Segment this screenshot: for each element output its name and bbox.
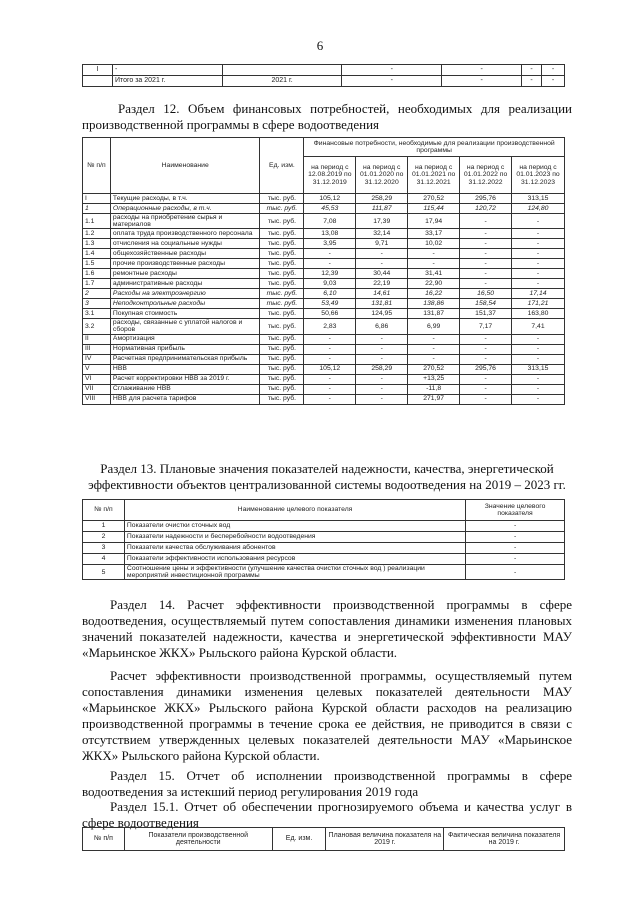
row-number: VII <box>83 384 111 394</box>
section-15-title: Раздел 15. Отчет об исполнении производственной программы в сфере водоотведения за истекший период регулирования 2019 года <box>82 768 572 799</box>
value-cell: 271,97 <box>408 394 460 404</box>
value-cell: - <box>466 521 565 532</box>
col-group-header: Финансовые потребности, необходимые для реализации производственной программы <box>304 138 565 157</box>
table-cell: - <box>342 76 442 87</box>
value-cell: 105,12 <box>304 194 356 204</box>
value-cell: 33,17 <box>408 229 460 239</box>
row-number: 1.1 <box>83 214 111 229</box>
value-cell: - <box>460 269 512 279</box>
col-plan-header: Плановая величина показателя на 2019 г. <box>326 828 444 851</box>
table-row <box>83 521 565 532</box>
value-cell: 16,22 <box>408 289 460 299</box>
value-cell: - <box>460 394 512 404</box>
col-unit-header: Ед. изм. <box>260 138 304 194</box>
value-cell: - <box>460 334 512 344</box>
table-row <box>83 565 565 580</box>
row-name: Текущие расходы, в т.ч. <box>110 194 260 204</box>
row-name: Расчет корректировки НВВ за 2019 г. <box>110 374 260 384</box>
value-cell: - <box>460 259 512 269</box>
row-unit: тыс. руб. <box>260 354 304 364</box>
value-cell: - <box>304 394 356 404</box>
row-number: III <box>83 344 111 354</box>
value-cell: - <box>356 344 408 354</box>
value-cell: 138,86 <box>408 299 460 309</box>
table-cell: - <box>522 65 542 76</box>
value-cell: +13,25 <box>408 374 460 384</box>
table-cell: Итого за 2021 г. <box>112 76 222 87</box>
period-header: на период с 01.01.2021 по 31.12.2021 <box>408 157 460 194</box>
table-cell: - <box>112 65 222 76</box>
table-row <box>83 384 565 394</box>
row-name: Покупная стоимость <box>110 309 260 319</box>
value-cell: 53,49 <box>304 299 356 309</box>
page-number: 6 <box>316 38 324 53</box>
row-unit: тыс. руб. <box>260 394 304 404</box>
value-cell: - <box>512 259 565 269</box>
value-cell: - <box>512 249 565 259</box>
row-name: общехозяйственные расходы <box>110 249 260 259</box>
value-cell: 32,14 <box>356 229 408 239</box>
table-row <box>83 319 565 334</box>
table-row <box>83 279 565 289</box>
value-cell: - <box>356 384 408 394</box>
row-unit: тыс. руб. <box>260 194 304 204</box>
row-name: Показатели эффективности использования ресурсов <box>124 554 465 565</box>
row-unit: тыс. руб. <box>260 249 304 259</box>
value-cell: - <box>466 532 565 543</box>
table-cell: - <box>342 65 442 76</box>
row-unit: тыс. руб. <box>260 229 304 239</box>
table-cell <box>83 76 113 87</box>
table-row <box>83 204 565 214</box>
row-unit: тыс. руб. <box>260 374 304 384</box>
value-cell: - <box>466 565 565 580</box>
row-name: Расчетная предпринимательская прибыль <box>110 354 260 364</box>
table-cell: - <box>522 76 542 87</box>
row-name: Показатели надежности и бесперебойности водоотведения <box>124 532 465 543</box>
section-15-1-title: Раздел 15.1. Отчет об обеспечении прогнозируемого объема и качества услуг в сфере водоотведения <box>82 799 572 830</box>
row-name: Операционные расходы, в т.ч. <box>110 204 260 214</box>
value-cell: 3,95 <box>304 239 356 249</box>
row-number: 4 <box>83 554 125 565</box>
value-cell: 30,44 <box>356 269 408 279</box>
value-cell: 17,39 <box>356 214 408 229</box>
value-cell: - <box>304 249 356 259</box>
value-cell: 295,76 <box>460 194 512 204</box>
row-name: расходы на приобретение сырья и материалов <box>110 214 260 229</box>
value-cell: 313,15 <box>512 194 565 204</box>
row-unit: тыс. руб. <box>260 364 304 374</box>
value-cell: - <box>460 344 512 354</box>
value-cell: - <box>460 249 512 259</box>
value-cell: 14,61 <box>356 289 408 299</box>
row-number: 3 <box>83 299 111 309</box>
table-cell: I <box>83 65 113 76</box>
value-cell: 45,53 <box>304 204 356 214</box>
value-cell: - <box>460 214 512 229</box>
value-cell: 131,87 <box>408 309 460 319</box>
row-number: 1.2 <box>83 229 111 239</box>
row-unit: тыс. руб. <box>260 279 304 289</box>
value-cell: 9,71 <box>356 239 408 249</box>
row-number: II <box>83 334 111 344</box>
value-cell: - <box>460 239 512 249</box>
col-name-header: Наименование целевого показателя <box>124 500 465 521</box>
row-number: 1.6 <box>83 269 111 279</box>
table-cell: - <box>442 76 522 87</box>
row-number: IV <box>83 354 111 364</box>
value-cell: - <box>408 334 460 344</box>
row-name: Соотношение цены и эффективности (улучшение качества очистки сточных вод ) реализации мероприятий инвестиционной программы <box>124 565 465 580</box>
value-cell: - <box>460 229 512 239</box>
section-14-paragraph: Расчет эффективности производственной программы, осуществляемый путем сопоставления динамики изменения целевых показателей деятельности МАУ «Марьинское ЖКХ» Рыльского района Курской области расходов на реализацию производственной программы в течение срока ее действия, не приводится в связи с отсутствием утвержденных целевых показателей деятельности МАУ «Марьинское ЖКХ» Рыльского района Курской области. <box>82 668 572 763</box>
row-name: отчисления на социальные нужды <box>110 239 260 249</box>
value-cell: 17,94 <box>408 214 460 229</box>
row-unit: тыс. руб. <box>260 344 304 354</box>
value-cell: 270,52 <box>408 364 460 374</box>
table-row <box>83 354 565 364</box>
table-row <box>83 289 565 299</box>
value-cell: 158,54 <box>460 299 512 309</box>
row-name: Неподконтрольные расходы <box>110 299 260 309</box>
row-number: 2 <box>83 532 125 543</box>
target-indicators-table <box>82 499 565 580</box>
row-number: 3.1 <box>83 309 111 319</box>
value-cell: - <box>356 259 408 269</box>
value-cell: - <box>460 279 512 289</box>
col-num-header: № п/п <box>83 500 125 521</box>
row-number: 2 <box>83 289 111 299</box>
continued-table <box>82 64 565 87</box>
value-cell: 171,21 <box>512 299 565 309</box>
value-cell: 6,86 <box>356 319 408 334</box>
value-cell: - <box>356 334 408 344</box>
value-cell: - <box>512 374 565 384</box>
value-cell: 6,10 <box>304 289 356 299</box>
value-cell: - <box>356 354 408 364</box>
value-cell: 31,41 <box>408 269 460 279</box>
row-unit: тыс. руб. <box>260 259 304 269</box>
forecast-volume-table <box>82 827 565 851</box>
row-unit: тыс. руб. <box>260 384 304 394</box>
value-cell: -11,8 <box>408 384 460 394</box>
value-cell: 13,08 <box>304 229 356 239</box>
row-number: 1.3 <box>83 239 111 249</box>
period-header: на период с 01.01.2020 по 31.12.2020 <box>356 157 408 194</box>
value-cell: 295,76 <box>460 364 512 374</box>
value-cell: - <box>408 249 460 259</box>
row-name: ремонтные расходы <box>110 269 260 279</box>
value-cell: - <box>304 344 356 354</box>
value-cell: - <box>356 374 408 384</box>
row-number: 3.2 <box>83 319 111 334</box>
table-row <box>83 269 565 279</box>
col-unit-header: Ед. изм. <box>272 828 326 851</box>
row-number: VIII <box>83 394 111 404</box>
row-number: VI <box>83 374 111 384</box>
table-row <box>83 309 565 319</box>
value-cell: 16,50 <box>460 289 512 299</box>
value-cell: 12,39 <box>304 269 356 279</box>
table-row <box>83 76 565 87</box>
value-cell: 163,80 <box>512 309 565 319</box>
table-cell <box>222 65 342 76</box>
value-cell: 9,03 <box>304 279 356 289</box>
row-number: 1 <box>83 204 111 214</box>
table-row <box>83 239 565 249</box>
financial-needs-table <box>82 137 565 405</box>
value-cell: 124,80 <box>512 204 565 214</box>
value-cell: - <box>466 543 565 554</box>
value-cell: - <box>512 239 565 249</box>
value-cell: 7,41 <box>512 319 565 334</box>
value-cell: - <box>356 394 408 404</box>
value-cell: 50,66 <box>304 309 356 319</box>
value-cell: - <box>512 394 565 404</box>
value-cell: 313,15 <box>512 364 565 374</box>
row-name: Показатели очистки сточных вод <box>124 521 465 532</box>
row-name: НВВ <box>110 364 260 374</box>
value-cell: - <box>512 344 565 354</box>
table-row <box>83 543 565 554</box>
value-cell: - <box>512 214 565 229</box>
table-row <box>83 532 565 543</box>
value-cell: - <box>460 374 512 384</box>
value-cell: - <box>304 354 356 364</box>
section-13-title: Раздел 13. Плановые значения показателей надежности, качества, энергетической эффективности объектов централизованной системы водоотведения на 2019 – 2023 гг. <box>88 461 566 492</box>
row-number: 1.5 <box>83 259 111 269</box>
table-row <box>83 65 565 76</box>
value-cell: 111,87 <box>356 204 408 214</box>
row-number: V <box>83 364 111 374</box>
value-cell: 17,14 <box>512 289 565 299</box>
row-name: Амортизация <box>110 334 260 344</box>
period-header: на период с 01.01.2022 по 31.12.2022 <box>460 157 512 194</box>
value-cell: 270,52 <box>408 194 460 204</box>
row-number: 1.4 <box>83 249 111 259</box>
value-cell: 7,08 <box>304 214 356 229</box>
row-name: административные расходы <box>110 279 260 289</box>
value-cell: - <box>408 259 460 269</box>
table-row <box>83 214 565 229</box>
row-unit: тыс. руб. <box>260 319 304 334</box>
value-cell: 22,19 <box>356 279 408 289</box>
period-header: на период с 12.08.2019 по 31.12.2019 <box>304 157 356 194</box>
table-row <box>83 394 565 404</box>
table-row <box>83 334 565 344</box>
row-name: Расходы на электроэнергию <box>110 289 260 299</box>
table-row <box>83 299 565 309</box>
row-unit: тыс. руб. <box>260 239 304 249</box>
value-cell: 105,12 <box>304 364 356 374</box>
value-cell: 258,29 <box>356 364 408 374</box>
row-unit: тыс. руб. <box>260 299 304 309</box>
col-value-header: Значение целевого показателя <box>466 500 565 521</box>
value-cell: - <box>304 334 356 344</box>
row-unit: тыс. руб. <box>260 289 304 299</box>
value-cell: - <box>466 554 565 565</box>
row-number: 1 <box>83 521 125 532</box>
table-row <box>83 249 565 259</box>
table-row <box>83 554 565 565</box>
row-name: Сглаживание НВВ <box>110 384 260 394</box>
value-cell: - <box>304 259 356 269</box>
value-cell: - <box>304 384 356 394</box>
row-name: расходы, связанные с уплатой налогов и сборов <box>110 319 260 334</box>
value-cell: 2,83 <box>304 319 356 334</box>
value-cell: 115,44 <box>408 204 460 214</box>
row-unit: тыс. руб. <box>260 204 304 214</box>
row-number: 5 <box>83 565 125 580</box>
row-name: Нормативная прибыль <box>110 344 260 354</box>
value-cell: - <box>512 269 565 279</box>
col-num-header: № п/п <box>83 138 111 194</box>
value-cell: - <box>512 279 565 289</box>
value-cell: - <box>408 354 460 364</box>
col-name-header: Показатели производственной деятельности <box>124 828 272 851</box>
row-name: оплата труда производственного персонала <box>110 229 260 239</box>
value-cell: - <box>512 354 565 364</box>
value-cell: - <box>304 374 356 384</box>
value-cell: 6,99 <box>408 319 460 334</box>
row-unit: тыс. руб. <box>260 214 304 229</box>
row-unit: тыс. руб. <box>260 269 304 279</box>
value-cell: - <box>512 229 565 239</box>
value-cell: 120,72 <box>460 204 512 214</box>
section-12-title: Раздел 12. Объем финансовых потребностей, необходимых для реализации производственной программы в сфере водоотведения <box>82 101 572 132</box>
row-number: I <box>83 194 111 204</box>
value-cell: - <box>356 249 408 259</box>
period-header: на период с 01.01.2023 по 31.12.2023 <box>512 157 565 194</box>
table-cell: - <box>542 65 565 76</box>
table-row <box>83 344 565 354</box>
row-number: 1.7 <box>83 279 111 289</box>
value-cell: 7,17 <box>460 319 512 334</box>
table-cell: - <box>442 65 522 76</box>
table-row <box>83 229 565 239</box>
value-cell: 22,90 <box>408 279 460 289</box>
value-cell: - <box>512 334 565 344</box>
row-number: 3 <box>83 543 125 554</box>
value-cell: 151,37 <box>460 309 512 319</box>
row-name: НВВ для расчета тарифов <box>110 394 260 404</box>
table-row <box>83 194 565 204</box>
value-cell: - <box>512 384 565 394</box>
table-row <box>83 364 565 374</box>
table-cell: 2021 г. <box>222 76 342 87</box>
row-unit: тыс. руб. <box>260 309 304 319</box>
value-cell: 10,02 <box>408 239 460 249</box>
value-cell: - <box>460 354 512 364</box>
col-fact-header: Фактическая величина показателя на 2019 г. <box>444 828 565 851</box>
col-num-header: № п/п <box>83 828 125 851</box>
value-cell: - <box>408 344 460 354</box>
section-14-title: Раздел 14. Расчет эффективности производственной программы в сфере водоотведения, осуществляемый путем сопоставления динамики изменения плановых значений показателей надежности, качества и энергетической эффективности МАУ «Марьинское ЖКХ» Рыльского района Курской области. <box>82 597 572 660</box>
row-name: Показатели качества обслуживания абонентов <box>124 543 465 554</box>
col-name-header: Наименование <box>110 138 260 194</box>
value-cell: 258,29 <box>356 194 408 204</box>
row-unit: тыс. руб. <box>260 334 304 344</box>
table-cell: - <box>542 76 565 87</box>
table-row <box>83 374 565 384</box>
value-cell: 124,95 <box>356 309 408 319</box>
row-name: прочие производственные расходы <box>110 259 260 269</box>
value-cell: - <box>460 384 512 394</box>
value-cell: 131,81 <box>356 299 408 309</box>
table-row <box>83 259 565 269</box>
